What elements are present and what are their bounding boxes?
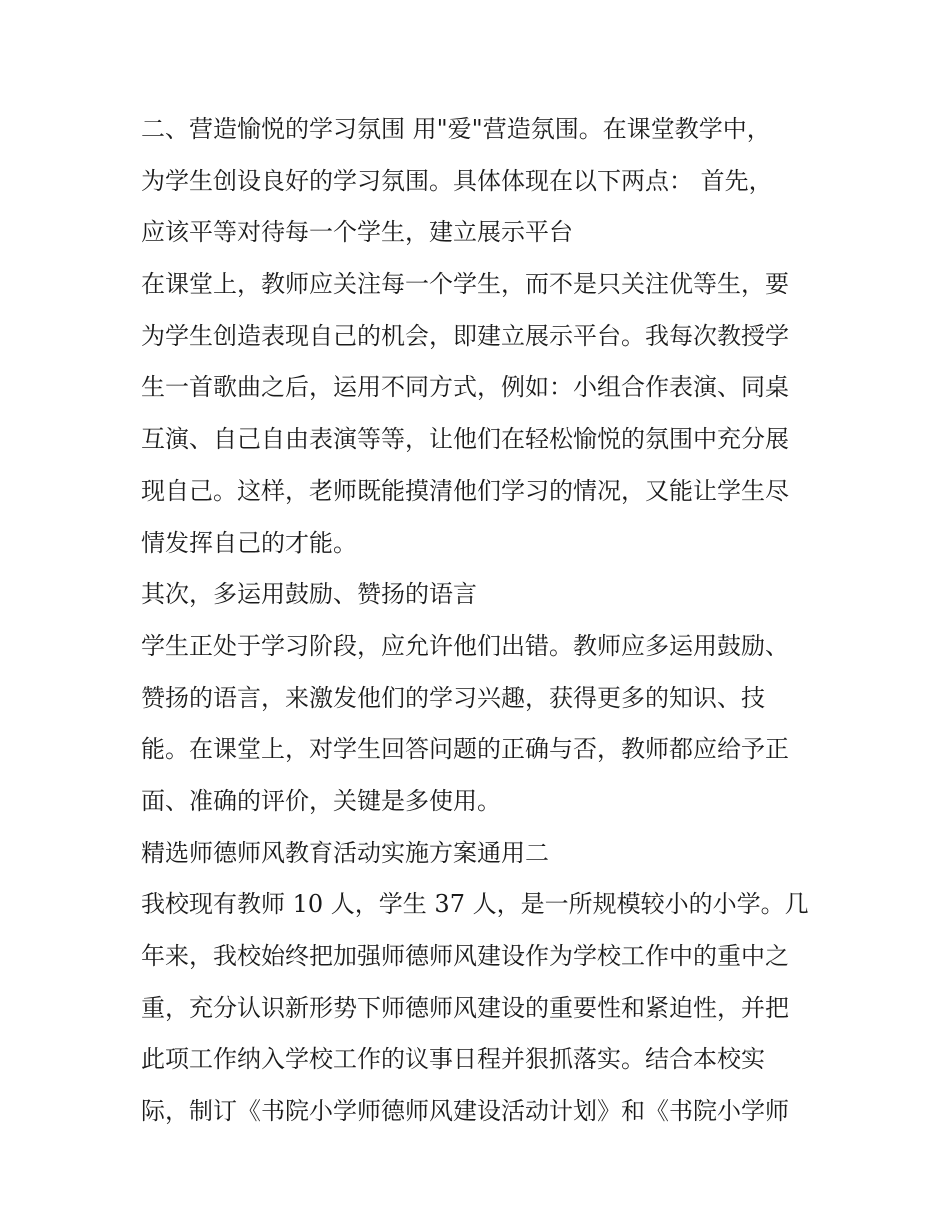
text-line: 为学生创设良好的学习氛围。具体体现在以下两点： 首先， xyxy=(141,166,773,195)
text-line: 我校现有教师 10 人，学生 37 人，是一所规模较小的小学。几 xyxy=(141,890,809,919)
text-line: 二、营造愉悦的学习氛围 用"爱"营造氛围。在课堂教学中， xyxy=(141,115,771,143)
text-line: 重，充分认识新形势下师德师风建设的重要性和紧迫性，并把 xyxy=(141,993,789,1022)
text-line: 际，制订《书院小学师德师风建设活动计划》和《书院小学师 xyxy=(141,1097,789,1126)
text-line: 互演、自己自由表演等等，让他们在轻松愉悦的氛围中充分展 xyxy=(141,425,789,454)
text-line: 其次，多运用鼓励、赞扬的语言 xyxy=(141,580,477,609)
text-line: 应该平等对待每一个学生，建立展示平台 xyxy=(141,218,573,247)
text-line: 能。在课堂上，对学生回答问题的正确与否，教师都应给予正 xyxy=(141,735,789,764)
text-line: 为学生创造表现自己的机会，即建立展示平台。我每次教授学 xyxy=(141,321,789,350)
text-line: 情发挥自己的才能。 xyxy=(141,528,357,557)
text-line: 年来，我校始终把加强师德师风建设作为学校工作中的重中之 xyxy=(141,942,789,970)
text-line: 现自己。这样，老师既能摸清他们学习的情况，又能让学生尽 xyxy=(141,476,789,505)
text-line: 此项工作纳入学校工作的议事日程并狠抓落实。结合本校实 xyxy=(141,1045,765,1074)
text-line: 精选师德师风教育活动实施方案通用二 xyxy=(141,838,549,867)
text-line: 赞扬的语言，来激发他们的学习兴趣，获得更多的知识、技 xyxy=(141,683,765,712)
text-line: 在课堂上，教师应关注每一个学生，而不是只关注优等生，要 xyxy=(141,270,789,299)
text-line: 学生正处于学习阶段，应允许他们出错。教师应多运用鼓励、 xyxy=(141,631,789,660)
text-line: 生一首歌曲之后，运用不同方式，例如：小组合作表演、同桌 xyxy=(141,373,789,402)
document-body xyxy=(141,110,821,1144)
text-line: 面、准确的评价，关键是多使用。 xyxy=(141,786,501,815)
